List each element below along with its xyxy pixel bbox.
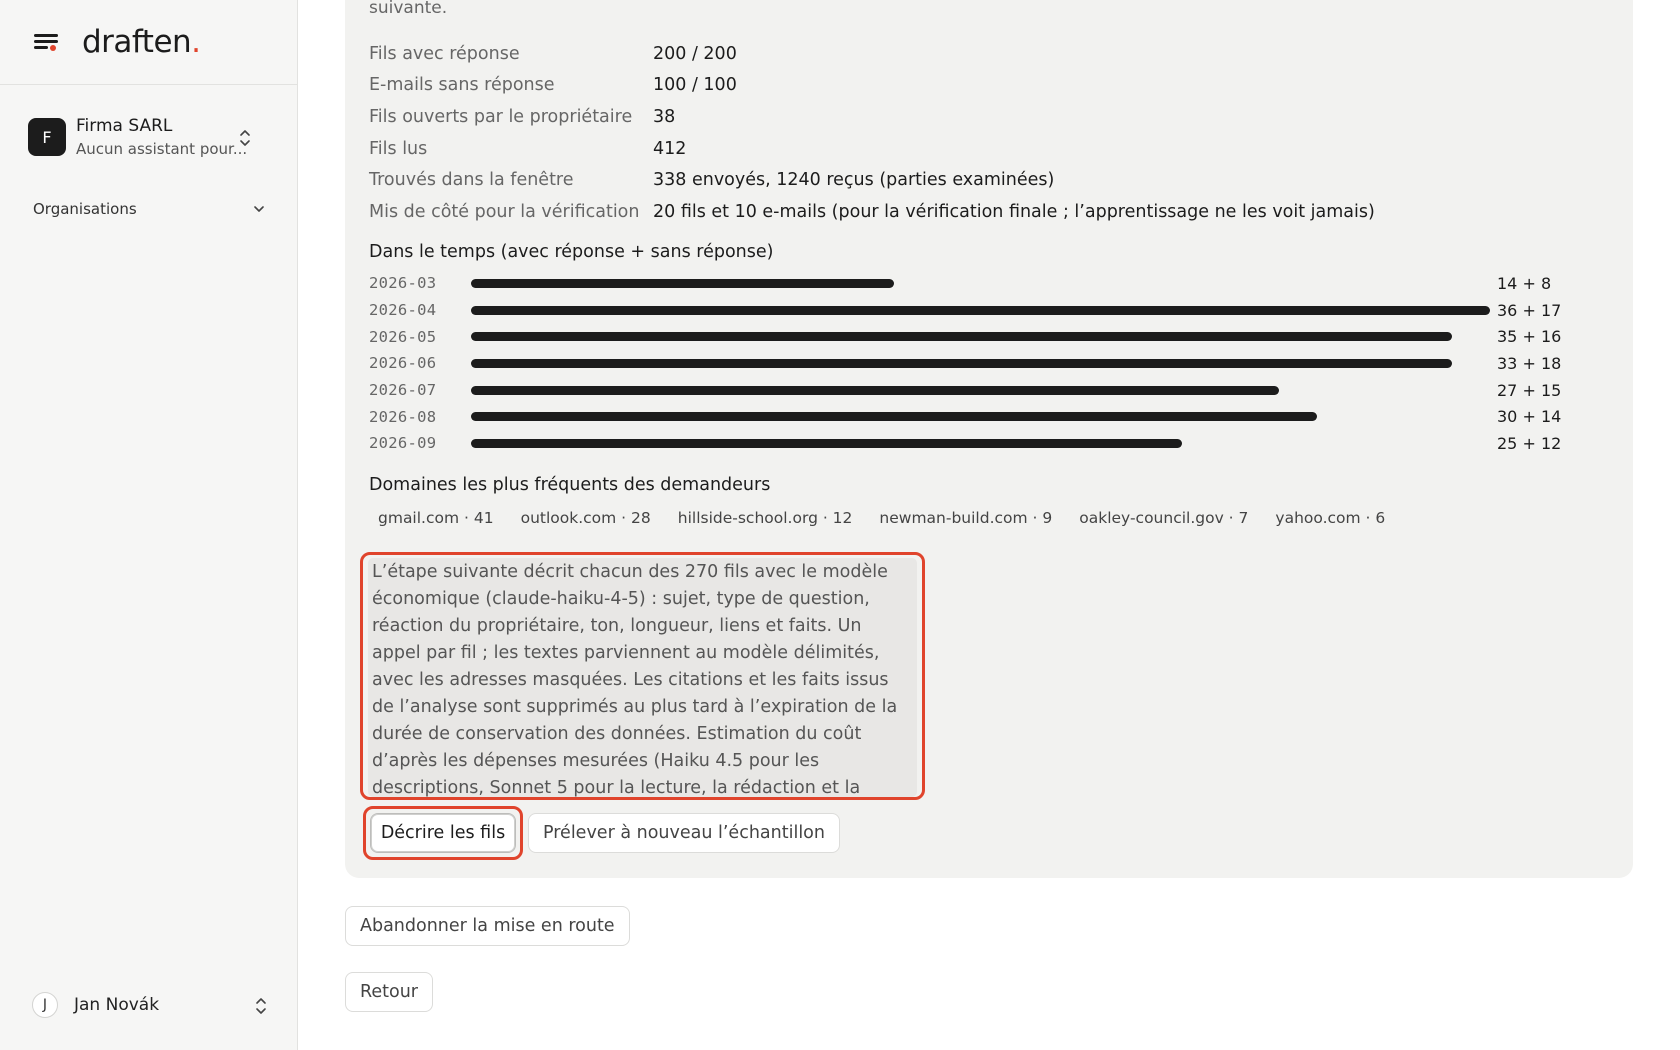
timeline-track — [471, 279, 1490, 288]
stat-row — [369, 133, 1375, 165]
timeline-row — [369, 323, 1562, 350]
logo[interactable]: draften. — [82, 24, 201, 60]
timeline-track — [471, 386, 1490, 395]
org-avatar: F — [28, 118, 66, 156]
chevron-down-icon — [253, 203, 265, 215]
timeline-row — [369, 430, 1562, 457]
org-name: Firma SARL — [76, 116, 173, 136]
timeline-bar — [471, 332, 1452, 341]
stat-label: Fils avec réponse — [369, 43, 520, 64]
stat-label: Trouvés dans la fenêtre — [369, 170, 574, 191]
stat-label: Mis de côté pour la vérification — [369, 201, 640, 222]
timeline-count: 35 + 16 — [1497, 327, 1562, 347]
chevron-up-down-icon — [238, 128, 252, 148]
timeline-count: 33 + 18 — [1497, 353, 1562, 373]
timeline-month: 2026-05 — [369, 327, 437, 346]
timeline-count: 14 + 8 — [1497, 273, 1552, 293]
timeline-row — [369, 270, 1559, 297]
timeline-bar — [471, 386, 1279, 395]
chevron-up-down-icon — [254, 996, 268, 1016]
timeline-row — [369, 403, 1562, 430]
timeline-bar — [471, 279, 894, 288]
stat-value: 38 — [653, 106, 676, 127]
abandon-setup-button[interactable]: Abandonner la mise en route — [345, 906, 630, 946]
timeline-count: 36 + 17 — [1497, 300, 1562, 320]
stat-value: 412 — [653, 138, 687, 159]
timeline-bar — [471, 306, 1490, 315]
domain-item: oakley-council.gov · 7 — [1079, 509, 1249, 527]
timeline-month: 2026-04 — [369, 301, 437, 320]
timeline-month: 2026-08 — [369, 407, 437, 426]
domain-item: newman-build.com · 9 — [879, 509, 1053, 527]
domains-list — [369, 509, 1403, 527]
timeline-chart — [369, 270, 1562, 457]
timeline-count: 25 + 12 — [1497, 433, 1562, 453]
organisations-section-toggle[interactable] — [33, 200, 265, 218]
timeline-bar — [471, 359, 1452, 368]
domains-title: Domaines les plus fréquents des demandeurs — [369, 475, 771, 495]
timeline-title: Dans le temps (avec réponse + sans réponse) — [369, 242, 774, 262]
back-button[interactable]: Retour — [345, 972, 433, 1012]
stat-value: 338 envoyés, 1240 reçus (parties examinées) — [653, 170, 1055, 191]
stat-value: 200 / 200 — [653, 43, 737, 64]
timeline-row — [369, 297, 1562, 324]
description-text: L’étape suivante décrit chacun des 270 fils avec le modèle économique (claude-haiku-4-5) : sujet, type de question, réaction du propriétaire, ton, longueur, liens et faits. Un appel par fil ; les textes parviennent au modèle délimités, avec les adresses masquées. Les citations et les faits issus de l’analyse sont supprimés au plus tard à l’expiration de la durée de conservation des données. Estimation du coût d’après les dépenses mesurées (Haiku 4.5 pour les descriptions, Sonnet 5 pour la lecture, la rédaction et la — [368, 558, 917, 797]
describe-button-highlight — [363, 806, 523, 860]
timeline-month: 2026-03 — [369, 274, 437, 293]
stat-row — [369, 101, 1375, 133]
user-avatar: J — [32, 992, 58, 1018]
stat-label: Fils ouverts par le propriétaire — [369, 106, 633, 127]
timeline-count: 27 + 15 — [1497, 380, 1562, 400]
resample-button[interactable]: Prélever à nouveau l’échantillon — [528, 813, 840, 853]
timeline-row — [369, 377, 1562, 404]
menu-icon[interactable] — [32, 30, 60, 54]
stat-value: 100 / 100 — [653, 75, 737, 96]
timeline-count: 30 + 14 — [1497, 407, 1562, 427]
timeline-month: 2026-06 — [369, 354, 437, 373]
timeline-track — [471, 359, 1490, 368]
stat-label: Fils lus — [369, 138, 428, 159]
stat-label: E-mails sans réponse — [369, 75, 555, 96]
timeline-track — [471, 439, 1490, 448]
user-menu[interactable] — [32, 992, 268, 1018]
timeline-row — [369, 350, 1562, 377]
stats-list — [369, 38, 1375, 228]
description-highlight — [360, 552, 925, 800]
sidebar-header — [0, 0, 297, 85]
stat-row — [369, 70, 1375, 102]
domain-item: hillside-school.org · 12 — [677, 509, 853, 527]
org-subtitle: Aucun assistant pour... — [76, 140, 248, 158]
user-name: Jan Novák — [74, 995, 160, 1015]
timeline-track — [471, 306, 1490, 315]
sidebar — [0, 0, 298, 1050]
timeline-bar — [471, 439, 1182, 448]
domain-item: yahoo.com · 6 — [1275, 509, 1386, 527]
stat-row — [369, 38, 1375, 70]
text-fragment: suivante. — [369, 0, 448, 18]
timeline-month: 2026-09 — [369, 434, 437, 453]
timeline-track — [471, 332, 1490, 341]
timeline-month: 2026-07 — [369, 381, 437, 400]
main-content — [298, 0, 1680, 1050]
organization-switcher[interactable] — [20, 104, 276, 170]
stat-value: 20 fils et 10 e-mails (pour la vérification finale ; l’apprentissage ne les voit jamais) — [653, 201, 1375, 222]
timeline-track — [471, 412, 1490, 421]
stat-row — [369, 196, 1375, 228]
describe-threads-button[interactable]: Décrire les fils — [370, 813, 516, 853]
timeline-bar — [471, 412, 1317, 421]
domain-item: outlook.com · 28 — [520, 509, 651, 527]
domain-item: gmail.com · 41 — [378, 509, 494, 527]
organisations-label: Organisations — [33, 200, 137, 218]
stat-row — [369, 164, 1375, 196]
